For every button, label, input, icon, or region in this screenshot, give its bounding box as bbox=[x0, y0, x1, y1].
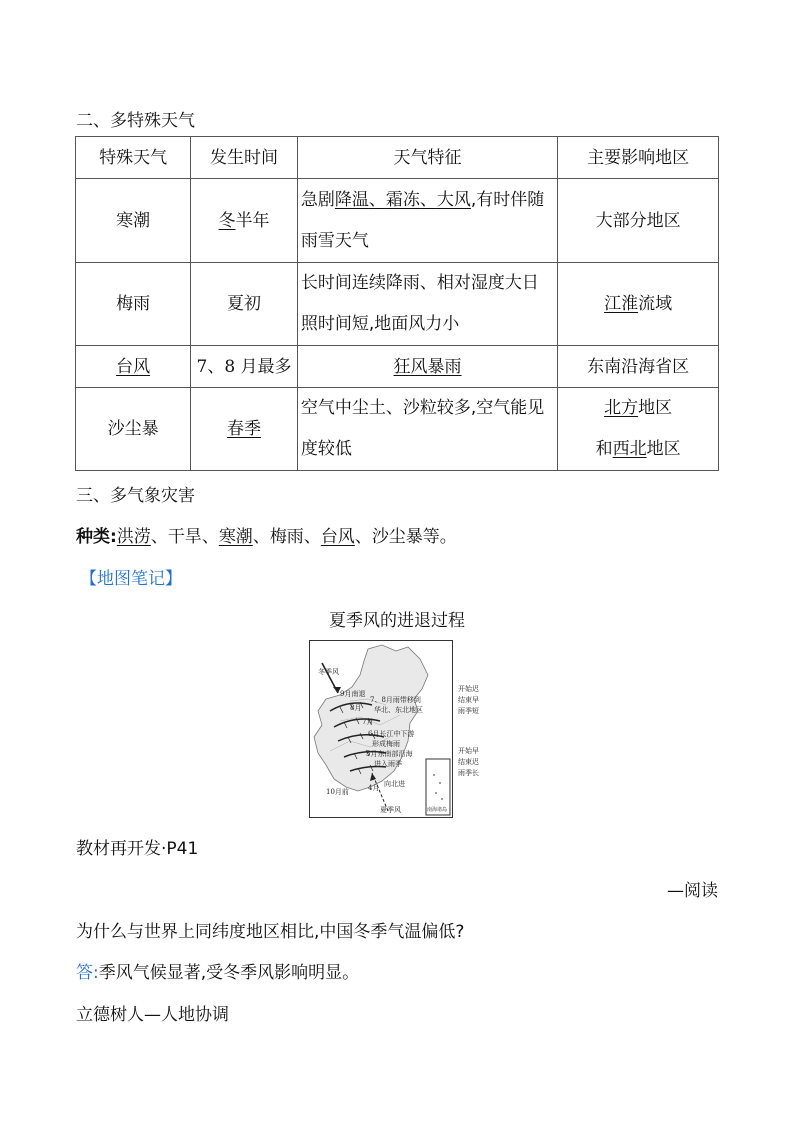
table-header-row bbox=[76, 137, 719, 179]
kinds-label: 种类: bbox=[76, 527, 117, 547]
map-label-rain-north-1: 7、8月雨带移到 bbox=[370, 696, 421, 704]
cell-region: 东南沿海省区 bbox=[558, 346, 719, 388]
textbook-reference: 教材再开发·P41 bbox=[76, 839, 199, 859]
map-legend-late-start: 开始迟 结束早 雨季短 bbox=[458, 685, 479, 715]
map-note-label: 【地图笔记】 bbox=[80, 569, 182, 589]
section-heading-special-weather: 二、多特殊天气 bbox=[76, 111, 195, 131]
disaster-kinds: 种类:洪涝、干旱、寒潮、梅雨、台风、沙尘暴等。 bbox=[76, 527, 457, 547]
map-legend-early-start: 开始早 结束迟 雨季长 bbox=[458, 747, 479, 777]
question-text: 为什么与世界上同纬度地区相比,中国冬季气温偏低? bbox=[76, 922, 465, 942]
map-label-sep-retreat: 9月南退 bbox=[340, 690, 366, 698]
cell-time: 夏初 bbox=[191, 263, 298, 346]
map-label-may-2: 进入雨季 bbox=[374, 760, 402, 768]
map-label-winter-monsoon: 冬季风 bbox=[318, 668, 339, 676]
cell-time: 冬半年 bbox=[191, 179, 298, 263]
cell-type: 沙尘暴 bbox=[76, 388, 191, 471]
reading-label: —阅读 bbox=[667, 881, 718, 901]
cell-feature: 空气中尘土、沙粒较多,空气能见 度较低 bbox=[297, 388, 557, 471]
table-row bbox=[76, 179, 719, 263]
header-cell: 特殊天气 bbox=[76, 137, 191, 179]
cell-feature: 长时间连续降雨、相对湿度大日 照时间短,地面风力小 bbox=[297, 263, 557, 346]
cell-region: 大部分地区 bbox=[558, 179, 719, 263]
footer-theme: 立德树人—人地协调 bbox=[76, 1005, 229, 1025]
table-row bbox=[76, 346, 719, 388]
cell-type: 梅雨 bbox=[76, 263, 191, 346]
map-title: 夏季风的进退过程 bbox=[329, 611, 465, 631]
map-label-jun-2: 形成梅雨 bbox=[372, 740, 400, 748]
map-label-apr: 4月 bbox=[368, 784, 380, 792]
answer-line bbox=[76, 958, 359, 983]
cell-type: 台风 bbox=[76, 346, 191, 388]
answer-text: 季风气候显著,受冬季风影响明显。 bbox=[98, 963, 360, 983]
cell-region: 江淮流域 bbox=[558, 263, 719, 346]
answer-label: 答: bbox=[76, 963, 99, 983]
map-label-jun-1: 6月长江中下游 bbox=[368, 730, 415, 738]
table-row bbox=[76, 263, 719, 346]
table-row bbox=[76, 388, 719, 471]
cell-type: 寒潮 bbox=[76, 179, 191, 263]
map-label-summer-monsoon: 夏季风 bbox=[380, 806, 401, 814]
header-cell: 天气特征 bbox=[297, 137, 557, 179]
header-cell: 主要影响地区 bbox=[558, 137, 719, 179]
cell-time: 7、8 月最多 bbox=[191, 346, 298, 388]
cell-region: 北方地区 和西北地区 bbox=[558, 388, 719, 471]
map-label-rain-north-2: 华北、东北地区 bbox=[374, 706, 423, 714]
map-label-aug: 8月 bbox=[350, 704, 362, 712]
map-label-oct: 10月前 bbox=[326, 788, 349, 796]
cell-feature: 狂风暴雨 bbox=[297, 346, 557, 388]
special-weather-table bbox=[75, 136, 719, 471]
cell-feature: 急剧降温、霜冻、大风,有时伴随 雨雪天气 bbox=[297, 179, 557, 263]
map-label-jul: 7月 bbox=[362, 718, 374, 726]
section-heading-weather-disasters: 三、多气象灾害 bbox=[76, 486, 195, 506]
map-label-south-sea: 南海诸岛 bbox=[427, 807, 448, 813]
map-label-may-1: 5月东南部沿海 bbox=[366, 750, 413, 758]
header-cell: 发生时间 bbox=[191, 137, 298, 179]
cell-time: 春季 bbox=[191, 388, 298, 471]
map-label-north-advance: 向北进 bbox=[384, 780, 405, 788]
summer-monsoon-map bbox=[309, 640, 453, 818]
